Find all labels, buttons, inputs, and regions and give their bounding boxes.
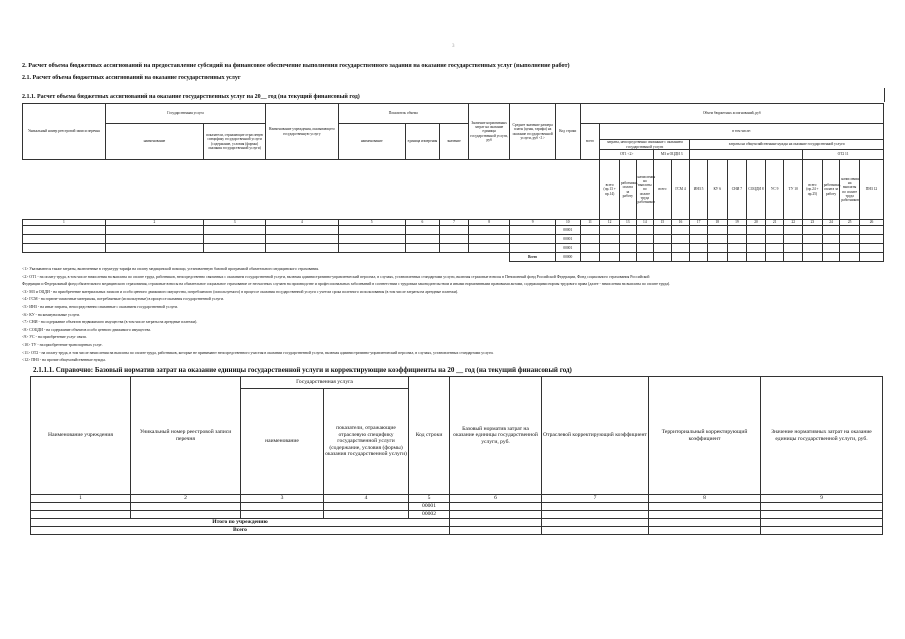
col-gsm: ГСМ 4 [671,160,690,220]
footnote: <3> МЗ и ОЦДИ - на приобретение материальных запасов и особо ценного движимого имущества, потребляемого (используемого) в процессе оказания государственной услуги с учетом срока полезного использования (в том числе затраты на арендные платежи). [22,289,459,294]
col-unique-number: Уникальный номер реестровой записи перечня [23,104,106,160]
col-budget-total: всего [580,124,600,160]
footnote: <5> ИНЗ - на иные затраты, непосредственно связанные с оказанием государственной услуги. [22,304,179,309]
col-socdi: СОЦДИ 8 [747,160,766,220]
col-service-name: наименование [105,124,203,160]
col-mz-total: всего [654,160,672,220]
col-volume: Показатель объема [338,104,468,124]
col-ot1-workers: работники, оплата за работу [620,160,637,220]
col-base-norm: Базовый норматив затрат на оказание единицы государственной услуги, руб. [450,377,542,495]
page-number: 3 [452,44,455,49]
col-volume-unit: единица измерения [405,124,439,160]
col-service: Государственная услуга [105,104,265,124]
col-ot2-total: всего (пр.24 + пр.25) [803,160,823,220]
column-number-row: 1 2 3 4 5 6 7 8 9 10 11 12 13 14 15 16 17 18 19 20 21 22 23 24 25 26 [23,220,884,226]
total-row [23,253,884,262]
col-service-indicators: показатели, отражающие отраслевую специфику государственной услуги (содержание, условия (формы) оказания государственной услуги) [204,124,266,160]
footnote: <8> СОЦДИ - на содержание объектов особо ценного движимого имущества. [22,327,151,332]
footnote: <11> ОТ2 - на оплату труда, в том числе начисления на выплаты по оплате труда, работников, которые не принимают непосредственного участия в оказании государственной услуги, включая административно-управленческий персонал, в случаях, установленных стандартами услуги. [22,350,494,355]
col-ot1-accruals: начисления на выплаты по оплате труда работников [636,160,654,220]
col-mz: МЗ и ОЦДИ 3 [654,150,690,160]
total-code: 00000 [555,253,580,262]
col-inz: ИНЗ 5 [690,160,708,220]
col-service: Государственная услуга [241,377,409,389]
right-border-line [884,88,885,102]
footnote: Федерации и Федеральный фонд обязательного медицинского страхования, страховые взносы на обязательное социальное страхование от несчастных случаев на производстве и профессиональных заболеваний в соответствии с трудовым законодательством и иными нормативными правовыми актами, содержащими нормы трудового права (далее - начисления на выплаты по оплате труда). [22,282,671,287]
budget-allocation-table [22,103,884,262]
col-service-name: наименование [241,389,324,495]
col-norm-cost: Значение нормативных затрат на оказание единицы государственной услуги, руб [468,104,509,160]
col-sector-coef: Отраслевой корректирующий коэффициент [542,377,649,495]
total-label: Всего [510,253,556,262]
col-ot2: ОТ2 11 [803,150,884,160]
col-direct-costs: затраты, непосредственно связанные с оказанием государственной услуги [600,140,690,150]
table-row [31,503,883,511]
section-2-1-1-heading: 2.1.1. Расчет объема бюджетных ассигнований на оказание государственных услуг на 20__ год (на текущий финансовый год) [22,94,360,100]
col-territory-coef: Территориальный корректирующий коэффициент [649,377,761,495]
footnote: <12> ПНЗ - на прочие общехозяйственные нужды. [22,358,106,363]
footnote: <6> КУ - на коммунальные услуги. [22,312,81,317]
footnotes [22,266,884,365]
col-pnz: ПНЗ 12 [859,160,883,220]
column-number-row: 1 2 3 4 5 6 7 8 9 [31,495,883,503]
col-service-indicators: показатели, отражающие отраслевую специфику государственной услуги (содержание, условия (формы) оказания государственной услуги) [324,389,409,495]
footnote: <10> ТУ - на приобретение транспортных услуг. [22,342,103,347]
table-row [23,226,884,235]
itogo-row [31,519,883,527]
total-row [31,527,883,535]
col-ot2-workers: работники, оплата за работу [822,160,840,220]
col-institution: Наименование учреждения [31,377,131,495]
table-row [23,235,884,244]
col-sni: СНИ 7 [727,160,747,220]
table-row [23,244,884,253]
footnote: <2> ОТ1 - на оплату труда, в том числе начисления на выплаты по оплате труда, работников, непосредственно связанных с оказанием государственной услуги, включая административно-управленческий персонал, в случаях, установленных стандартами услуги, включая страховые взносы в Пенсионный фонд Российской Федерации, Фонд социального страхования Российской [22,274,650,279]
col-avg-fee: Среднее значение размера платы (цены, тарифа) на оказание государственной услуги, руб <1> [510,104,556,160]
base-norm-table [30,376,883,535]
col-ot1: ОТ1 <2> [600,150,654,160]
table-row [31,511,883,519]
col-institution: Наименование учреждения, оказывающего государственную услугу [266,104,338,160]
row-code: 00001 [555,235,580,244]
col-volume-name: наименование [338,124,405,160]
col-ku: КУ 6 [707,160,727,220]
col-row-code: Код строки [409,377,450,495]
col-volume-value: значение [439,124,468,160]
section-2-1-heading: 2.1. Расчет объема бюджетных ассигнований на оказание государственных услуг [22,75,241,81]
row-code: 00001 [409,503,450,511]
footnote: <7> СНИ - на содержание объектов недвижимого имущества (в том числе затраты на арендные платежи). [22,320,198,325]
col-ot1-total: всего (пр.13 + пр.14) [600,160,620,220]
row-code: 00002 [409,511,450,519]
col-general-costs: затраты на общехозяйственные нужды на оказание государственной услуги [690,140,884,150]
row-code: 00001 [555,226,580,235]
total-label: Всего [31,527,450,535]
section-2-heading: 2. Расчет объема бюджетных ассигнований на предоставление субсидий на финансовое обеспечение выполнения государственного задания на оказание государственных услуг (выполнение работ) [22,62,570,69]
col-unique-number: Уникальный номер реестровой записи перечня [131,377,241,495]
col-budget-incl: в том числе: [600,124,884,140]
col-budget: Объем бюджетных ассигнований, руб [580,104,883,124]
col-ot2-accruals: начисления на выплаты по оплате труда работников [840,160,860,220]
section-2-1-1-1-heading: 2.1.1.1. Справочно: Базовый норматив затрат на оказание единицы государственной услуги и корректирующие коэффициенты на 20 __ год (на текущий финансовый год) [33,366,572,374]
footnote: <4> ГСМ - на горюче-смазочные материалы, потребляемые (используемые) в процессе оказания государственной услуги. [22,297,225,302]
col-row-code: Код строки [555,104,580,160]
col-us: УС 9 [765,160,784,220]
col-tu: ТУ 10 [784,160,803,220]
row-code: 00001 [555,244,580,253]
footnote: <9> УС - на приобретение услуг связи. [22,335,87,340]
col-norm-value: Значение нормативных затрат на оказание единицы государственной услуги, руб. [761,377,883,495]
footnote: <1> Указываются также затраты, включенные в структуру тарифа на оплату медицинской помощи, установленную базовой программой обязательного медицинского страхования. [22,267,320,271]
itogo-label: Итого по учреждению [31,519,450,527]
